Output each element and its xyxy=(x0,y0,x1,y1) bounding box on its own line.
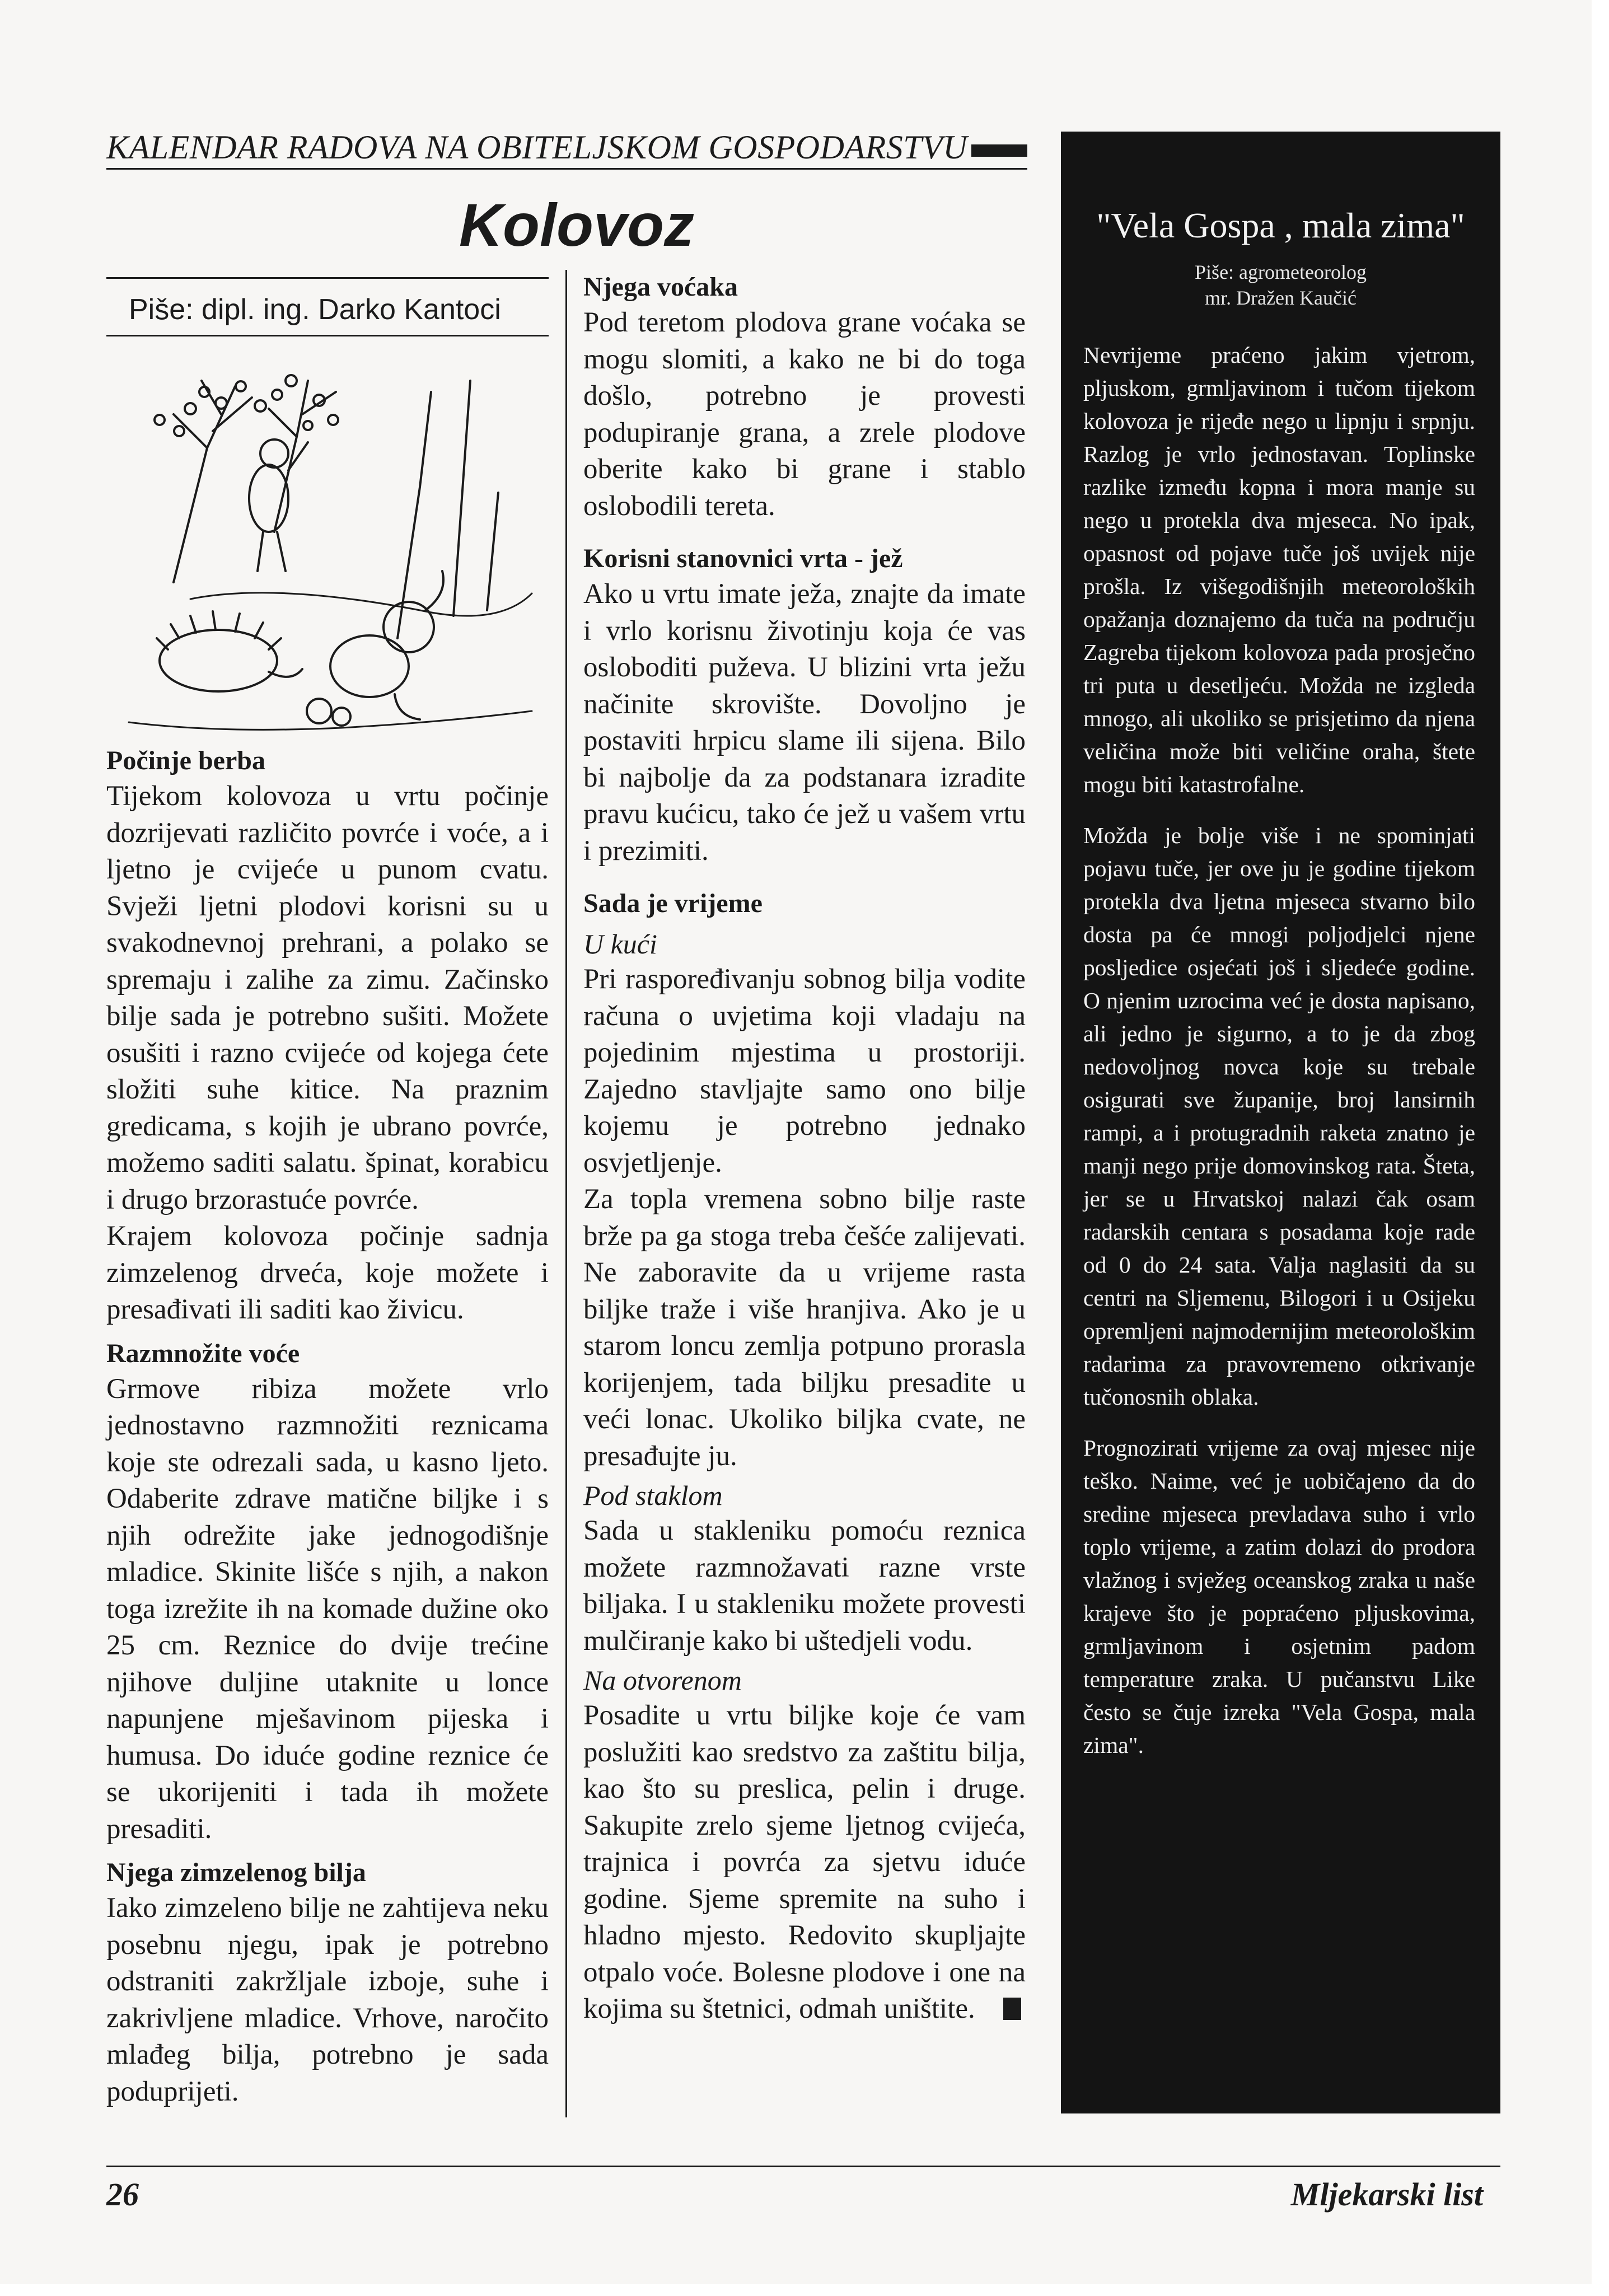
hedgehog-figure xyxy=(160,630,277,691)
sidebar-paragraph: Prognozirati vrijeme za ovaj mjesec nije teško. Naime, već je uobičajeno da do sredine mjeseca prevladava suho i vrlo toplo vrijeme, a zatim dolazi do prodora vlažnog i svježeg oceanskog zraka u naše krajeve što je popraćeno pljuskovima, grmljavinom i osjetnim padom temperature zraka. U pučanstvu Like često se čuje izreka "Vela Gospa, mala zima". xyxy=(1083,1435,1475,1758)
section-paragraph: Za topla vremena sobno bilje raste brže pa ga stoga treba češće zalijevati. Ne zaboravite da u vrijeme rasta biljke traže i više hranjiva. Ako je u starom loncu zemlja potpuno prorasla korijenjem, tada biljku presadite u veći lonac. Ukoliko biljka cvate, ne presađujte ju. xyxy=(583,1184,1026,1472)
sidebar-byline xyxy=(1061,259,1500,311)
section-paragraph xyxy=(583,1698,1026,2028)
section-heading: Njega zimzelenog bilja xyxy=(106,1858,366,1887)
sidebar-title: "Vela Gospa , mala zima" xyxy=(1096,205,1465,245)
subsection-heading: Pod staklom xyxy=(583,1480,723,1511)
header-bar-mark xyxy=(971,144,1027,157)
header-rule xyxy=(106,168,1027,170)
final-paragraph-text: Posadite u vrtu biljke koje će vam poslužiti kao sredstvo za zaštitu bilja, kao što su preslica, pelin i druge. Sakupite zrelo sjeme ljetnog cvijeća, trajnica i povrća za sjetvu iduće godine. Sjeme spremite na suho i hladno mjesto. Redovito skupljajte otpalo voće. Bolesne plodove i one na kojima su štetnici, odmah uništite. xyxy=(583,1700,1026,2024)
section-paragraph: Krajem kolovoza počinje sadnja zimzelenog drveća, koje možete i presađivati ili saditi kao živicu. xyxy=(106,1221,549,1325)
section-paragraph: Iako zimzeleno bilje ne zahtijeva neku posebnu njegu, ipak je potrebno odstraniti zakržljale izboje, suhe i zakrivljene mladice. Vrhove, naročito mlađeg bilja, potrebno je sada poduprijeti. xyxy=(106,1892,549,2107)
section-heading: Razmnožite voće xyxy=(106,1338,300,1368)
section-paragraph: Sada u stakleniku pomoću reznica možete razmnožavati razne vrste biljaka. I u stakleniku možete provesti mulčiranje kako bi uštedjeli vodu. xyxy=(583,1515,1026,1657)
section-paragraph: Ako u vrtu imate ježa, znajte da imate i vrlo korisnu životinju koja će vas osloboditi puževa. U blizini vrta ježu načinite skrovište. Dovoljno je postaviti hrpicu slame ili sijena. Bilo bi najbolje da za podstanara izradite pravu kućicu, tako će jež u vašem vrtu i prezimiti. xyxy=(583,578,1026,867)
section-paragraph: Tijekom kolovoza u vrtu počinje dozrijevati različito povrće i voće, a i ljetno je cvijeće u punom cvatu. Svježi ljetni plodovi korisni su u svakodnevnoj prehrani, a polako se spremaju i zalihe za zimu. Začinsko bilje sada je potrebno sušiti. Možete osušiti i razno cvijeće od kojega ćete složiti suhe kitice. Na praznim gredicama, s kojih je ubrano povrće, možemo saditi salatu. špinat, korabicu i drugo brzorastuće povrće. xyxy=(106,780,549,1215)
section-paragraph: Pri raspoređivanju sobnog bilja vodite računa o uvjetima koji vladaju na pojedinim mjestima u prostoriji. Zajedno stavljajte samo ono bilje kojemu je potrebno jednako osvjetljenje. xyxy=(583,964,1026,1179)
sidebar-byline-line: mr. Dražen Kaučić xyxy=(1205,287,1357,309)
author-rule-top xyxy=(106,277,549,279)
section-heading: Sada je vrijeme xyxy=(583,889,763,918)
footer-rule xyxy=(106,2166,1500,2167)
section-paragraph: Pod teretom plodova grane voćaka se mogu slomiti, a kako ne bi do toga došlo, potrebno je provesti podupiranje grana, a zrele plodove oberite kako bi grane i stablo oslobodili tereta. xyxy=(583,307,1026,522)
sidebar-paragraph: Možda je bolje više i ne spominjati pojavu tuče, jer ove ju je godine tijekom protekla dva ljetna mjeseca stvarno bilo dosta pa će mnogi poljodjelci njene posljedice osjećati još i sljedeće godine. O njenim uzrocima već je dosta napisano, ali jedno je sigurno, a to je da zbog nedovoljnog novca koje su trebale osigurati sve županije, broj lansirnih rampi, a i protugradnih raketa znatno je manji nego prije domovinskog rata. Šteta, jer se u Hrvatskoj nalazi čak osam radarskih centara s posadama koje rade od 0 do 24 sata. Valja naglasiti da su centri na Sljemenu, Bilogori i u Osijeku opremljeni najmodernijim meteorološkim radarima za pravovremeno otkrivanje tučonosnih oblaka. xyxy=(1083,822,1475,1410)
column-middle xyxy=(583,270,1026,2028)
section-heading: Korisni stanovnici vrta - jež xyxy=(583,544,903,573)
running-header: KALENDAR RADOVA NA OBITELJSKOM GOSPODARSTVU xyxy=(106,129,968,166)
section-heading: Njega voćaka xyxy=(583,272,738,302)
article-end-mark xyxy=(1003,1998,1021,2020)
column-divider xyxy=(565,270,567,2117)
section-paragraph: Grmove ribiza možete vrlo jednostavno razmnožiti reznicama koje ste odrezali sada, u kasno ljeto. Odaberite zdrave matične biljke i s njih odrežite jake jednogodišnje mladice. Skinite lišće s njih, a nakon toga izrežite ih na komade dužine oko 25 cm. Reznice do dvije trećine njihove duljine utaknite u lonce napunjene mješavinom pijeska i humusa. Do iduće godine reznice će se ukorijeniti i tada ih možete presaditi. xyxy=(106,1373,549,1845)
sidebar-byline-line: Piše: agrometeorolog xyxy=(1195,261,1367,283)
sidebar-body xyxy=(1083,339,1475,1780)
garden-illustration xyxy=(106,347,554,739)
author-line: Piše: dipl. ing. Darko Kantoci xyxy=(129,293,501,326)
author-rule-bottom xyxy=(106,335,549,336)
magazine-name: Mljekarski list xyxy=(1290,2176,1483,2213)
subsection-heading: Na otvorenom xyxy=(583,1664,742,1696)
sidebar-paragraph: Nevrijeme praćeno jakim vjetrom, pljuskom, grmljavinom i tučom tijekom kolovoza je rijeđe nego u lipnju i srpnju. Razlog je vrlo jednostavan. Toplinske razlike između kopna i mora manje su nego u protekla dva mjeseca. No ipak, opasnost od pojave tuče još uvijek nije prošla. Iz višegodišnjih meteoroloških opažanja doznajemo da tuča na području Zagreba tijekom kolovoza pada prosječno tri puta u desetljeću. Možda ne izgleda mnogo, ali ukoliko se prisjetimo da njena veličina može biti veličine oraha, štete mogu biti katastrofalne. xyxy=(1083,342,1475,797)
subsection-heading: U kući xyxy=(583,928,657,960)
dog-figure xyxy=(330,635,409,697)
section-heading: Počinje berba xyxy=(106,746,265,775)
article-title: Kolovoz xyxy=(459,191,694,259)
column-left xyxy=(106,743,549,2110)
sidebar-box xyxy=(1061,132,1500,2113)
page-number: 26 xyxy=(106,2176,139,2213)
tree-trunk xyxy=(174,386,235,582)
